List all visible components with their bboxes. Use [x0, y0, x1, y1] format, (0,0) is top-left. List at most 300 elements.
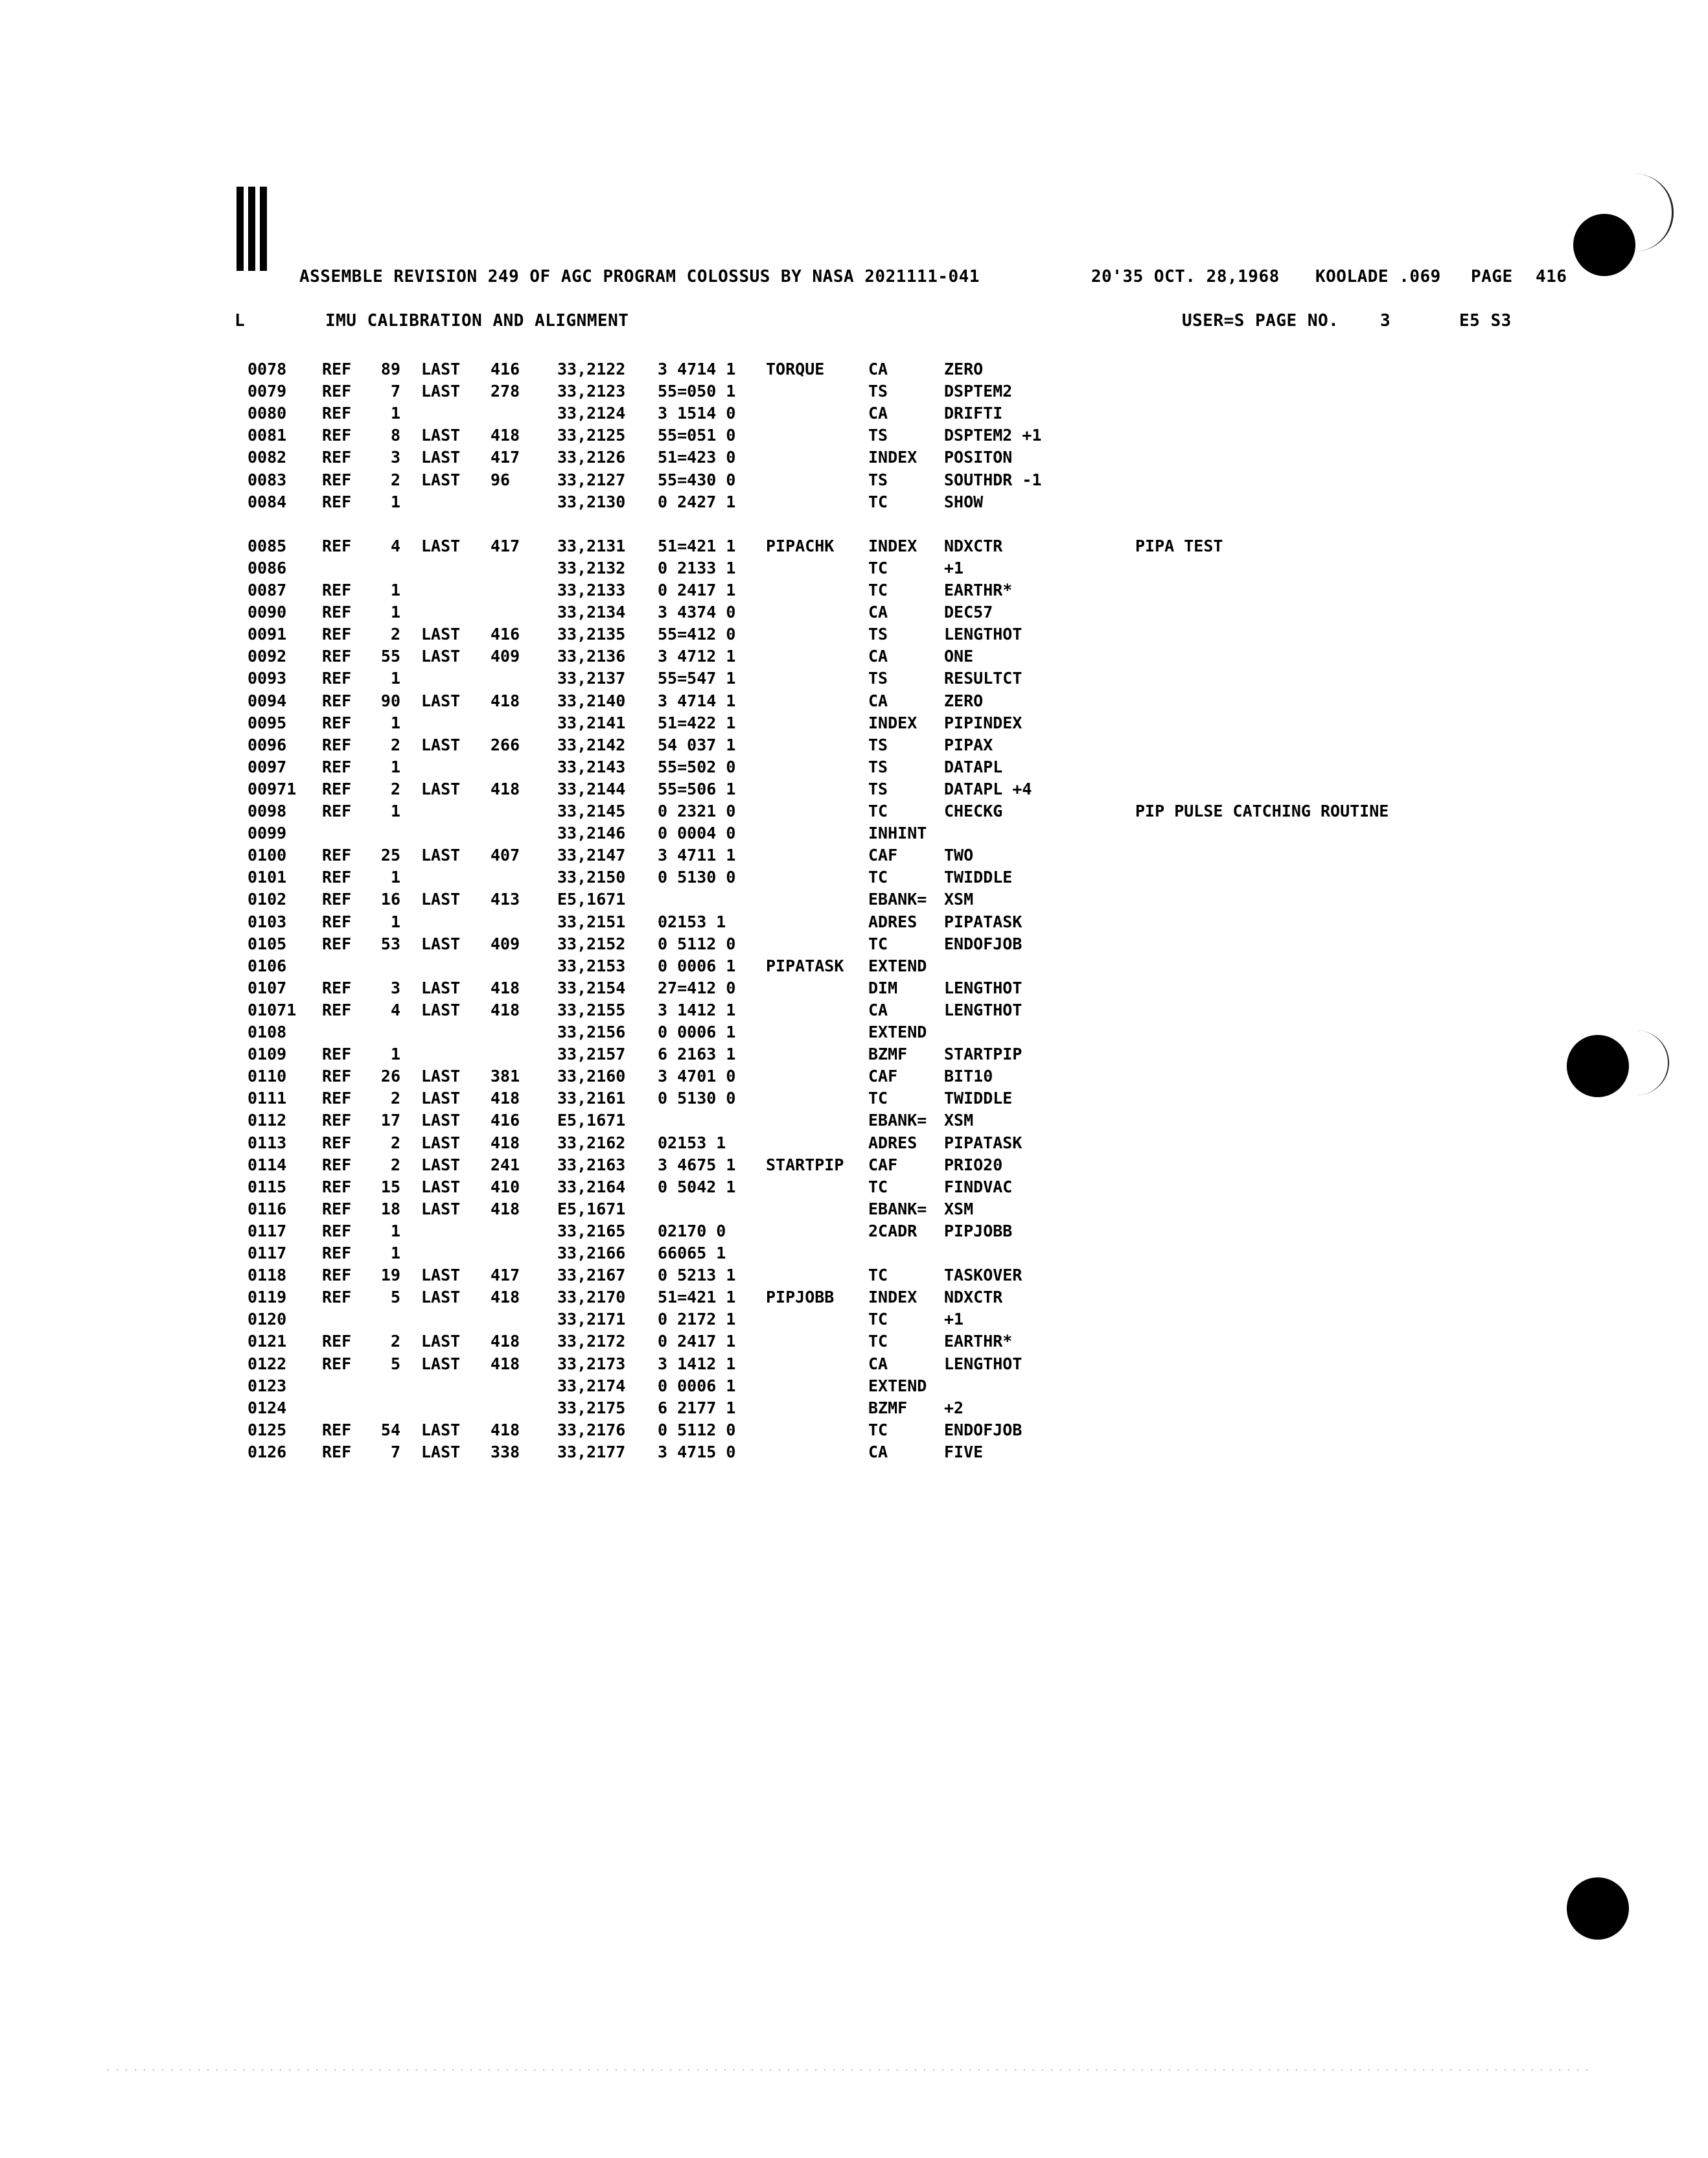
cell-n: 1	[390, 581, 400, 599]
cell-label: STARTPIP	[766, 1155, 844, 1174]
cell-code: 55=547 1	[658, 669, 736, 688]
listing-row	[0, 756, 1708, 778]
cell-last: LAST	[421, 1442, 461, 1461]
cell-line: 0116	[248, 1199, 287, 1218]
listing-row	[0, 1132, 1708, 1154]
cell-line: 0125	[248, 1420, 287, 1439]
cell-code: 0 5112 0	[658, 934, 736, 953]
cell-op: TS	[868, 625, 888, 644]
cell-addr: 33,2125	[557, 426, 626, 445]
cell-operand: CHECKG	[944, 802, 1003, 820]
cell-op: TC	[868, 1266, 888, 1285]
cell-op: TC	[868, 934, 888, 953]
cell-n: 1	[390, 492, 400, 511]
cell-last: LAST	[421, 1177, 461, 1196]
cell-addr: 33,2142	[557, 735, 626, 754]
listing-row	[0, 402, 1708, 424]
cell-n: 2	[390, 779, 400, 798]
cell-op: TC	[868, 1332, 888, 1351]
cell-operand: PIPATASK	[944, 912, 1022, 931]
perforation-dots	[104, 2069, 1594, 2071]
cell-addr: 33,2133	[557, 581, 626, 599]
cell-operand: +1	[944, 558, 964, 577]
cell-n: 2	[390, 1089, 400, 1108]
cell-n: 2	[390, 470, 400, 489]
cell-operand: ENDOFJOB	[944, 1420, 1022, 1439]
cell-line: 0108	[248, 1023, 287, 1041]
cell-op: TS	[868, 426, 888, 445]
cell-operand: FIVE	[944, 1442, 984, 1461]
cell-last: LAST	[421, 1089, 461, 1108]
cell-op: CA	[868, 647, 888, 666]
cell-line: 0085	[248, 536, 287, 555]
cell-rep: REF	[322, 669, 352, 688]
cell-operand: DRIFTI	[944, 404, 1003, 423]
cell-rep: REF	[322, 360, 352, 378]
cell-line: 0102	[248, 890, 287, 909]
cell-n: 54	[380, 1420, 400, 1439]
cell-addr: 33,2172	[557, 1332, 626, 1351]
user-page-number: 3	[1380, 311, 1391, 331]
cell-rep: REF	[322, 426, 352, 445]
cell-code: 3 4712 1	[658, 647, 736, 666]
cell-addr: 33,2161	[557, 1089, 626, 1108]
cell-operand: NDXCTR	[944, 536, 1003, 555]
cell-last: LAST	[421, 779, 461, 798]
cell-op: TC	[868, 1089, 888, 1108]
cell-rep: REF	[322, 1089, 352, 1108]
cell-op: TC	[868, 802, 888, 820]
cell-n: 3	[390, 978, 400, 997]
cell-rep: REF	[322, 1067, 352, 1086]
cell-code: 02153 1	[658, 1133, 726, 1152]
cell-op: EBANK=	[868, 1199, 927, 1218]
cell-rep: REF	[322, 1244, 352, 1262]
listing-row	[0, 800, 1708, 822]
cell-rep: REF	[322, 890, 352, 909]
cell-ref: 418	[490, 1133, 520, 1152]
cell-addr: 33,2124	[557, 404, 626, 423]
marker: L	[235, 311, 246, 331]
cell-op: EXTEND	[868, 1376, 927, 1395]
section-code: E5 S3	[1459, 311, 1512, 331]
cell-n: 5	[390, 1288, 400, 1307]
cell-n: 1	[390, 404, 400, 423]
listing-row	[0, 579, 1708, 601]
cell-last: LAST	[421, 426, 461, 445]
cell-last: LAST	[421, 625, 461, 644]
cell-code: 55=050 1	[658, 382, 736, 401]
cell-line: 0083	[248, 470, 287, 489]
listing-row	[0, 557, 1708, 579]
cell-operand: RESULTCT	[944, 669, 1022, 688]
cell-line: 0101	[248, 868, 287, 887]
cell-rep: REF	[322, 1354, 352, 1373]
cell-rep: REF	[322, 978, 352, 997]
cell-addr: 33,2175	[557, 1398, 626, 1417]
listing-row	[0, 1198, 1708, 1220]
listing-row	[0, 955, 1708, 977]
cell-line: 0110	[248, 1067, 287, 1086]
header-timestamp: 20'35 OCT. 28,1968	[1091, 267, 1280, 286]
cell-code: 3 1514 0	[658, 404, 736, 423]
cell-operand: FINDVAC	[944, 1177, 1013, 1196]
cell-ref: 418	[490, 1199, 520, 1218]
cell-addr: 33,2123	[557, 382, 626, 401]
listing-row	[0, 911, 1708, 933]
cell-rep: REF	[322, 713, 352, 732]
cell-n: 1	[390, 603, 400, 622]
cell-n: 8	[390, 426, 400, 445]
cell-code: 51=421 1	[658, 1288, 736, 1307]
cell-operand: ZERO	[944, 360, 984, 378]
cell-code: 0 2417 1	[658, 1332, 736, 1351]
cell-rep: REF	[322, 581, 352, 599]
cell-addr: 33,2130	[557, 492, 626, 511]
cell-operand: DEC57	[944, 603, 993, 622]
cell-line: 0121	[248, 1332, 287, 1351]
cell-n: 89	[380, 360, 400, 378]
cell-op: CA	[868, 1442, 888, 1461]
cell-comment: PIPA TEST	[1135, 536, 1223, 555]
cell-ref: 418	[490, 1000, 520, 1019]
listing-row	[0, 358, 1708, 380]
cell-n: 90	[380, 691, 400, 710]
cell-addr: 33,2127	[557, 470, 626, 489]
listing-row	[0, 601, 1708, 623]
cell-rep: REF	[322, 868, 352, 887]
cell-line: 0097	[248, 757, 287, 776]
cell-rep: REF	[322, 404, 352, 423]
cell-op: INHINT	[868, 824, 927, 843]
cell-operand: EARTHR*	[944, 1332, 1013, 1351]
cell-rep: REF	[322, 1199, 352, 1218]
cell-op: INDEX	[868, 1288, 917, 1307]
cell-code: 55=506 1	[658, 779, 736, 798]
cell-addr: 33,2146	[557, 824, 626, 843]
cell-ref: 416	[490, 360, 520, 378]
listing-row	[0, 734, 1708, 756]
cell-code: 0 5213 1	[658, 1266, 736, 1285]
cell-n: 7	[390, 1442, 400, 1461]
cell-operand: TASKOVER	[944, 1266, 1022, 1285]
cell-ref: 418	[490, 1089, 520, 1108]
cell-ref: 417	[490, 536, 520, 555]
cell-rep: REF	[322, 1442, 352, 1461]
cell-n: 26	[380, 1067, 400, 1086]
cell-op: EBANK=	[868, 890, 927, 909]
cell-operand: +1	[944, 1310, 964, 1329]
cell-addr: 33,2155	[557, 1000, 626, 1019]
listing-row	[0, 933, 1708, 955]
page-curl-mark	[1620, 174, 1674, 251]
listing-row	[0, 1176, 1708, 1198]
cell-operand: ZERO	[944, 691, 984, 710]
listing-row	[0, 1242, 1708, 1264]
cell-rep: REF	[322, 1266, 352, 1285]
cell-op: CA	[868, 1000, 888, 1019]
cell-last: LAST	[421, 360, 461, 378]
cell-code: 3 4711 1	[658, 846, 736, 865]
cell-code: 55=051 0	[658, 426, 736, 445]
cell-last: LAST	[421, 536, 461, 555]
cell-rep: REF	[322, 1111, 352, 1130]
cell-op: EXTEND	[868, 1023, 927, 1041]
cell-line: 0113	[248, 1133, 287, 1152]
user-page-label: USER=S PAGE NO.	[1182, 311, 1339, 331]
cell-code: 0 0004 0	[658, 824, 736, 843]
cell-rep: REF	[322, 735, 352, 754]
cell-addr: E5,1671	[557, 890, 626, 909]
cell-label: TORQUE	[766, 360, 825, 378]
cell-last: LAST	[421, 1420, 461, 1439]
cell-n: 17	[380, 1111, 400, 1130]
cell-addr: 33,2162	[557, 1133, 626, 1152]
cell-addr: 33,2151	[557, 912, 626, 931]
cell-line: 0120	[248, 1310, 287, 1329]
cell-op: 2CADR	[868, 1221, 917, 1240]
cell-operand: LENGTHOT	[944, 978, 1022, 997]
cell-last: LAST	[421, 1111, 461, 1130]
cell-n: 53	[380, 934, 400, 953]
cell-rep: REF	[322, 603, 352, 622]
listing-row	[0, 999, 1708, 1021]
cell-line: 0098	[248, 802, 287, 820]
cell-label: PIPJOBB	[766, 1288, 835, 1307]
cell-ref: 407	[490, 846, 520, 865]
listing-row	[0, 844, 1708, 866]
cell-ref: 418	[490, 426, 520, 445]
cell-op: CA	[868, 404, 888, 423]
listing-row	[0, 1065, 1708, 1087]
cell-ref: 96	[490, 470, 511, 489]
cell-op: TC	[868, 868, 888, 887]
cell-last: LAST	[421, 890, 461, 909]
listing-row	[0, 667, 1708, 690]
cell-op: TC	[868, 1177, 888, 1196]
listing-row	[0, 1154, 1708, 1176]
cell-addr: 33,2145	[557, 802, 626, 820]
cell-ref: 417	[490, 448, 520, 467]
cell-operand: PIPAX	[944, 735, 993, 754]
cell-ref: 266	[490, 735, 520, 754]
cell-code: 0 2172 1	[658, 1310, 736, 1329]
cell-rep: REF	[322, 536, 352, 555]
header-title: ASSEMBLE REVISION 249 OF AGC PROGRAM COLOSSUS BY NASA 2021111-041	[299, 267, 980, 286]
cell-operand: DATAPL +4	[944, 779, 1032, 798]
cell-n: 19	[380, 1266, 400, 1285]
cell-ref: 418	[490, 779, 520, 798]
listing-row	[0, 1375, 1708, 1397]
cell-rep: REF	[322, 1000, 352, 1019]
listing-row	[0, 623, 1708, 645]
cell-ref: 416	[490, 625, 520, 644]
cell-n: 4	[390, 536, 400, 555]
cell-code: 51=421 1	[658, 536, 736, 555]
cell-code: 02170 0	[658, 1221, 726, 1240]
section-title: IMU CALIBRATION AND ALIGNMENT	[325, 311, 629, 331]
cell-last: LAST	[421, 1266, 461, 1285]
listing-row	[0, 1419, 1708, 1441]
cell-last: LAST	[421, 934, 461, 953]
cell-line: 0084	[248, 492, 287, 511]
cell-code: 3 1412 1	[658, 1000, 736, 1019]
cell-n: 1	[390, 1045, 400, 1064]
listing-row	[0, 424, 1708, 447]
cell-operand: LENGTHOT	[944, 1000, 1022, 1019]
cell-ref: 416	[490, 1111, 520, 1130]
cell-last: LAST	[421, 470, 461, 489]
cell-operand: DATAPL	[944, 757, 1003, 776]
cell-op: INDEX	[868, 536, 917, 555]
cell-rep: REF	[322, 934, 352, 953]
cell-rep: REF	[322, 779, 352, 798]
cell-addr: 33,2150	[557, 868, 626, 887]
cell-last: LAST	[421, 1067, 461, 1086]
cell-addr: 33,2137	[557, 669, 626, 688]
cell-op: ADRES	[868, 1133, 917, 1152]
cell-line: 0081	[248, 426, 287, 445]
listing-row	[0, 1308, 1708, 1330]
cell-code: 0 5112 0	[658, 1420, 736, 1439]
cell-ref: 410	[490, 1177, 520, 1196]
listing-row	[0, 1021, 1708, 1043]
cell-code: 6 2163 1	[658, 1045, 736, 1064]
listing-row	[0, 977, 1708, 999]
listing-row	[0, 1397, 1708, 1419]
listing-row	[0, 1109, 1708, 1131]
cell-op: DIM	[868, 978, 898, 997]
cell-op: TS	[868, 757, 888, 776]
listing-row	[0, 888, 1708, 911]
cell-n: 1	[390, 1221, 400, 1240]
cell-code: 3 4715 0	[658, 1442, 736, 1461]
cell-addr: 33,2136	[557, 647, 626, 666]
cell-rep: REF	[322, 625, 352, 644]
cell-line: 0082	[248, 448, 287, 467]
cell-line: 01071	[248, 1000, 297, 1019]
cell-last: LAST	[421, 1354, 461, 1373]
cell-operand: EARTHR*	[944, 581, 1013, 599]
cell-last: LAST	[421, 1133, 461, 1152]
cell-line: 0112	[248, 1111, 287, 1130]
cell-line: 0114	[248, 1155, 287, 1174]
cell-code: 3 1412 1	[658, 1354, 736, 1373]
cell-operand: SOUTHDR -1	[944, 470, 1042, 489]
cell-line: 0093	[248, 669, 287, 688]
cell-addr: E5,1671	[557, 1199, 626, 1218]
cell-op: EXTEND	[868, 956, 927, 975]
cell-operand: DSPTEM2	[944, 382, 1013, 401]
cell-addr: E5,1671	[557, 1111, 626, 1130]
cell-addr: 33,2134	[557, 603, 626, 622]
cell-addr: 33,2160	[557, 1067, 626, 1086]
cell-n: 55	[380, 647, 400, 666]
cell-code: 3 4714 1	[658, 691, 736, 710]
punch-hole	[1567, 1877, 1629, 1940]
cell-last: LAST	[421, 382, 461, 401]
cell-op: TC	[868, 492, 888, 511]
cell-n: 1	[390, 912, 400, 931]
cell-line: 0119	[248, 1288, 287, 1307]
cell-ref: 409	[490, 934, 520, 953]
cell-op: TS	[868, 382, 888, 401]
cell-operand: LENGTHOT	[944, 625, 1022, 644]
cell-addr: 33,2177	[557, 1442, 626, 1461]
cell-rep: REF	[322, 1332, 352, 1351]
cell-n: 1	[390, 802, 400, 820]
cell-line: 0087	[248, 581, 287, 599]
cell-rep: REF	[322, 846, 352, 865]
cell-line: 0078	[248, 360, 287, 378]
cell-last: LAST	[421, 1199, 461, 1218]
cell-n: 15	[380, 1177, 400, 1196]
cell-addr: 33,2157	[557, 1045, 626, 1064]
cell-ref: 418	[490, 978, 520, 997]
cell-operand: XSM	[944, 890, 974, 909]
listing-row	[0, 822, 1708, 844]
cell-rep: REF	[322, 1288, 352, 1307]
cell-n: 5	[390, 1354, 400, 1373]
listing-row	[0, 1330, 1708, 1352]
cell-addr: 33,2132	[557, 558, 626, 577]
cell-line: 0090	[248, 603, 287, 622]
listing-row	[0, 712, 1708, 734]
cell-ref: 418	[490, 1420, 520, 1439]
listing-row	[0, 1087, 1708, 1109]
cell-code: 3 4675 1	[658, 1155, 736, 1174]
cell-rep: REF	[322, 757, 352, 776]
cell-op: CAF	[868, 1155, 898, 1174]
cell-line: 0109	[248, 1045, 287, 1064]
cell-code: 0 5042 1	[658, 1177, 736, 1196]
listing-row	[0, 1220, 1708, 1242]
listing-row	[0, 1441, 1708, 1463]
cell-op: BZMF	[868, 1398, 908, 1417]
cell-line: 0111	[248, 1089, 287, 1108]
cell-code: 55=412 0	[658, 625, 736, 644]
cell-op: INDEX	[868, 713, 917, 732]
listing-row	[0, 535, 1708, 557]
cell-code: 0 2427 1	[658, 492, 736, 511]
cell-last: LAST	[421, 1155, 461, 1174]
cell-rep: REF	[322, 1155, 352, 1174]
cell-addr: 33,2166	[557, 1244, 626, 1262]
cell-n: 3	[390, 448, 400, 467]
cell-line: 0118	[248, 1266, 287, 1285]
cell-addr: 33,2147	[557, 846, 626, 865]
cell-operand: PIPINDEX	[944, 713, 1022, 732]
cell-addr: 33,2174	[557, 1376, 626, 1395]
cell-rep: REF	[322, 470, 352, 489]
cell-operand: +2	[944, 1398, 964, 1417]
cell-ref: 409	[490, 647, 520, 666]
cell-rep: REF	[322, 382, 352, 401]
cell-ref: 381	[490, 1067, 520, 1086]
cell-code: 66065 1	[658, 1244, 726, 1262]
cell-line: 0095	[248, 713, 287, 732]
cell-n: 18	[380, 1199, 400, 1218]
cell-operand: PRIO20	[944, 1155, 1003, 1174]
cell-op: TS	[868, 779, 888, 798]
cell-code: 0 5130 0	[658, 1089, 736, 1108]
cell-op: EBANK=	[868, 1111, 927, 1130]
cell-last: LAST	[421, 846, 461, 865]
cell-addr: 33,2176	[557, 1420, 626, 1439]
cell-rep: REF	[322, 1221, 352, 1240]
cell-rep: REF	[322, 1133, 352, 1152]
cell-line: 00971	[248, 779, 297, 798]
